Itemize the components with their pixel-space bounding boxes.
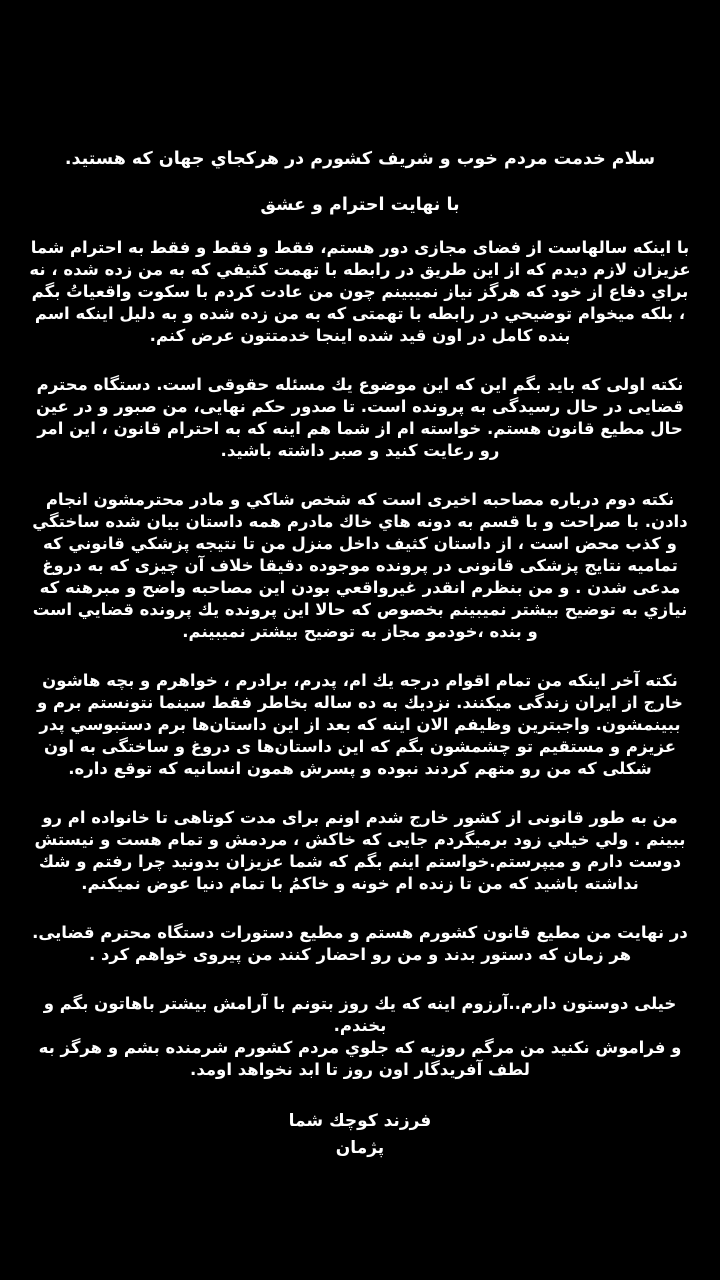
paragraph-note-first: نكته اولى كه بايد بگم اين كه اين موضوع يك مسئله حقوقى است. دستگاه محترم قضايى در حال رسيدگى به پرونده است. تا صدور حكم نهايى، من صبور و در عين حال مطيع قانون هستم. خواسته ام از شما هم اينه كه به احترام قانون ، اين امر رو رعايت كنيد و صبر داشته باشيد. xyxy=(35,375,685,460)
signature-role: فرزند كوچك شما xyxy=(288,1111,432,1131)
signature-name: پژمان xyxy=(335,1138,385,1158)
paragraph-note-second: نكته دوم درباره مصاحبه اخيرى است كه شخص شاكي و مادر محترمشون انجام دادن. با صراحت و با قسم به دونه هاي خاك مادرم همه داستان بيان شده ساختگي و كذب محض است ، از داستان كثيف داخل منزل من تا نتيجه پزشكي قانوني كه تماميه نتايج پزشكى قانونى در پرونده موجوده دقيقا خلاف آن چيزى كه به دروغ مدعى شدن . و من بنظرم انقدر غيرواقعي بودن اين مصاحبه واضح و مبرهنه كه نيازي به توضيح بيشتر نميبينم بخصوص كه حالا اين پرونده يك پرونده قضايي است و بنده ،خودمو مجاز به توضيح بيشتر نميبينم. xyxy=(32,490,688,641)
statement-text-block xyxy=(26,0,694,1162)
paragraph-intro: با اينكه سالهاست از فضاى مجازى دور هستم، فقط و فقط و فقط به احترام شما عزيزان لازم ديدم كه از اين طريق در رابطه با تهمت كثيفي كه به من زده شده ، نه براي دفاع از خود كه هرگز نياز نميبينم چون من عادت كردم با سكوت واقعياتُ بگم ، بلكه ميخوام توضيحي در رابطه با تهمتى كه به من زده شده و به دليل اينكه اسم بنده كامل در اون قيد شده اينجا خدمتتون عرض كنم. xyxy=(29,238,691,345)
paragraph-travel: من به طور قانونى از كشور خارج شدم اونم براى مدت كوتاهى تا خانواده ام رو ببينم . ولي خيلي زود برميگردم جايى كه خاكش ، مردمش و تمام هست و نيستش دوست دارم و ميپرستم.خواستم اينم بگم كه شما عزيزان بدونيد چرا رفتم و شك نداشته باشيد كه من تا زنده ام خونه و خاكمُ با تمام دنيا عوض نميكنم. xyxy=(34,808,686,893)
paragraph-note-last: نكته آخر اينكه من تمام اقوام درجه يك ام، پدرم، برادرم ، خواهرم و بچه هاشون خارج از ايران زندگى ميكنند. نزديك به ده ساله بخاطر فقط سينما نتونستم برم و ببينمشون. واجبترين وظيفم الان اينه كه بعد از اين داستان‌ها برم دستبوسي پدر عزيزم و مستقيم تو چشمشون بگم كه اين داستان‌ها ى دروغ و ساختگى به اون شكلى كه من رو متهم كردند نبوده و پسرش همون انسانيه كه توقع داره. xyxy=(37,671,683,778)
closing-promise-line: و فراموش نكنيد من مرگم روزيه كه جلوي مردم كشورم شرمنده بشم و هرگز به لطف آفريدگار اون روز تا ابد نخواهد اومد. xyxy=(38,1038,682,1079)
closing-block xyxy=(26,993,694,1081)
paragraph-obedience: در نهايت من مطيع قانون كشورم هستم و مطيع دستورات دستگاه محترم قضايى. هر زمان كه دستور بدند و من رو احضار كنند من پيروى خواهم كرد . xyxy=(32,923,688,964)
closing-love-line: خيلى دوستون دارم..آرزوم اينه كه يك روز بتونم با آرامش بيشتر باهاتون بگم و بخندم. xyxy=(43,994,677,1035)
salutation-line: با نهايت احترام و عشق xyxy=(260,195,460,215)
greeting-line: سلام خدمت مردم خوب و شريف كشورم در هركجاي جهان كه هستيد. xyxy=(64,149,656,169)
signature-block xyxy=(26,1108,694,1162)
